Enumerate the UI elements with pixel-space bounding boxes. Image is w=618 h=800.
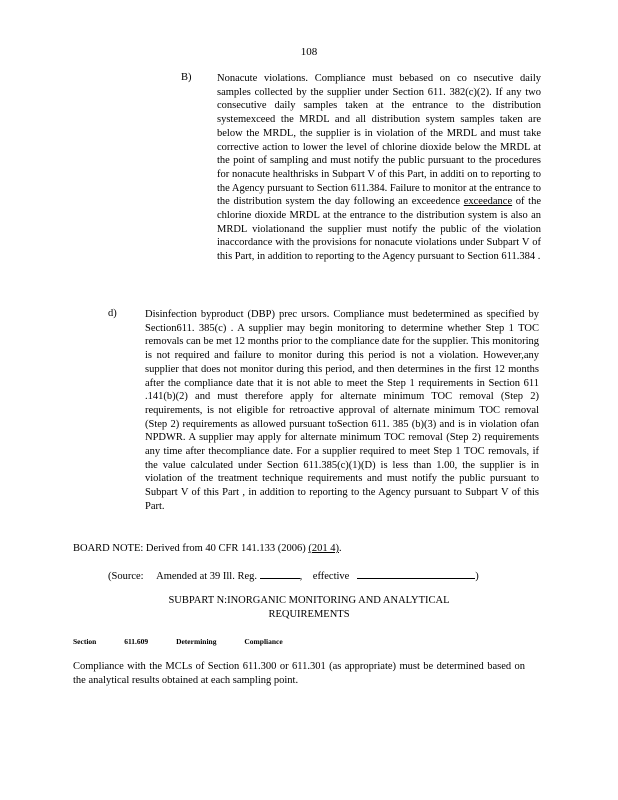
item-b-text: Nonacute violations. Compliance must bebased on co nsecutive daily samples collected by the supplier under Section 611. 382(c)(2). If any two consecutive daily samples taken at the entrance to the distribution systemexceed the MRDL and all distribution system samples taken are below the MRDL, the supplier is in violation of the MRDL and must take corrective action to lower the level of chlorine dioxide below the MRDL at the point of sampling and must notify the public pursuant to the procedures for nonacute healthrisks in Subpart V of this Part, in additi on to reporting to the Agency pursuant to Section 611.384. Failure to monitor at the entrance to the distribution system the day following an exceedence [217,73,541,208]
section-label: Section [73,637,97,646]
item-d-paragraph: Disinfection byproduct (DBP) prec ursors. Compliance must bedetermined as specified by Section611. 385(c) . A supplier may begin monitoring to determine whether Step 1 TOC removals can be met 12 months prior to the compliance date for the supplier. This monitoring is not required and failure to monitor during this period is not a violation. However,any supplier that does not monitor during this period, and then determines in the first 12 months after the compliance date that it is not able to meet the Step 1 requirements in Section 611 .141(b)(2) and must therefore apply for alternate minimum TOC removal (Step 2) requirements, is not eligible for retroactive approval of alternate minimum TOC removal (Step 2) requirements as allowed pursuant toSection 611. 385 (b)(3) and is in violation ofan NPDWR. A supplier may apply for alternate minimum TOC removal (Step 2) requirements any time after thecompliance date. For a supplier required to meet Step 1 TOC removals, if the value calculated under Section 611.385(c)(1)(D) is less than 1.00, the supplier is in violation of the treatment technique requirements and must notify the public pursuant to Subpart V of this Part , in addition to reporting to the Agency pursuant to Subpart V of this Part. [145,309,539,512]
source-amended: Amended at 39 Ill. Reg. [156,571,258,582]
source-comma: , [299,571,303,582]
section-number: 611.609 [124,637,149,646]
source-open: (Source: [108,571,144,582]
section-title-2: Compliance [244,637,283,646]
subpart-heading [130,594,488,622]
item-d-marker: d) [108,308,117,319]
board-note-underlined: (201 4) [308,543,339,554]
board-note [73,543,342,554]
source-close: ) [475,571,479,582]
item-b-paragraph [217,72,541,264]
subpart-heading-line1: SUBPART N:INORGANIC MONITORING AND ANALYTICAL [168,595,450,606]
item-b-marker: B) [181,72,192,83]
page-number: 108 [300,46,318,58]
source-note [108,568,479,582]
subpart-heading-line2: REQUIREMENTS [268,609,350,620]
item-b-text-after: of the chlorine dioxide MRDL at the entrance to the distribution system is also an MRDL violationand the supplier must notify the public of the violation inaccordance with the provisions for nonacute violations under Subpart V of this Part, in addition to reporting to the Agency pursuant to Section 611.384 . [217,196,541,263]
board-note-end: . [338,543,342,554]
register-page-blank [260,568,300,579]
section-title: Determining [176,637,217,646]
item-b-underlined: exceedance [463,196,513,208]
compliance-paragraph: Compliance with the MCLs of Section 611.300 or 611.301 (as appropriate) must be determined based on the analytical results obtained at each sampling point. [73,661,525,686]
effective-date-blank [357,568,475,579]
source-effective: effective [312,571,350,582]
board-note-text: BOARD NOTE: Derived from 40 CFR 141.133 (2006) [73,543,306,554]
section-heading [73,637,309,646]
